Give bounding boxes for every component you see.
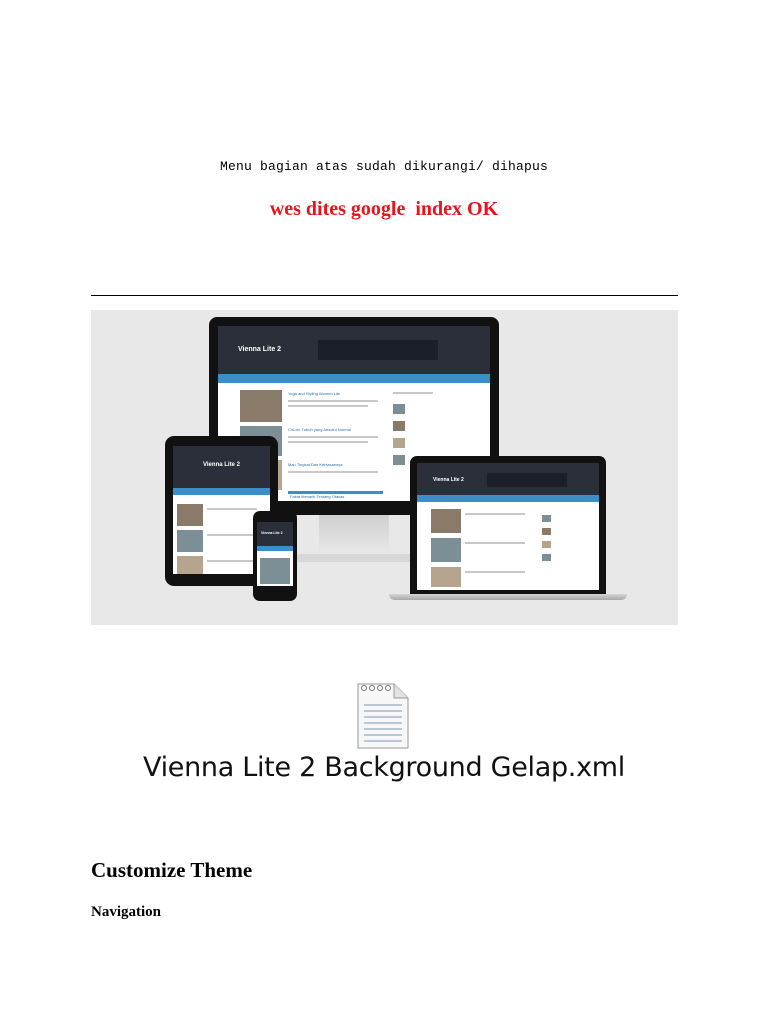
note-line: Menu bagian atas sudah dikurangi/ dihapus [219,159,549,174]
desktop-nav-bar [218,374,490,383]
desktop-banner [318,340,438,360]
status-line: wes dites google index OK [269,198,499,220]
desktop-post-thumb [240,390,282,422]
phone-device [253,511,297,601]
tablet-site-title: Vienna Lite 2 [203,462,240,468]
monitor-stand [319,515,389,557]
laptop-device [410,456,606,594]
section-heading: Customize Theme [91,858,253,882]
laptop-base [389,594,627,600]
phone-site-title: Vienna Lite 2 [261,531,283,535]
responsive-mockup-image [91,310,678,625]
laptop-screen [417,463,599,590]
sub-heading: Navigation [91,904,162,920]
text-file-icon[interactable] [352,680,412,750]
horizontal-rule [91,295,678,296]
desktop-post-title: Yoga and Styling Women Lite [288,391,341,396]
desktop-post-title: Ciri-ciri Tubuh yang Absolut Normal [288,427,351,432]
desktop-post-title: Mau Tingkat Dan Kebiasannya [288,462,343,467]
desktop-post-title: Fakta Menarik Tentang Otakas [290,494,345,499]
laptop-site-title: Vienna Lite 2 [433,477,464,483]
desktop-site-title: Vienna Lite 2 [238,346,282,353]
phone-screen [257,522,293,586]
attachment-filename[interactable]: Vienna Lite 2 Background Gelap.xml [143,752,625,783]
monitor-base [296,554,412,562]
